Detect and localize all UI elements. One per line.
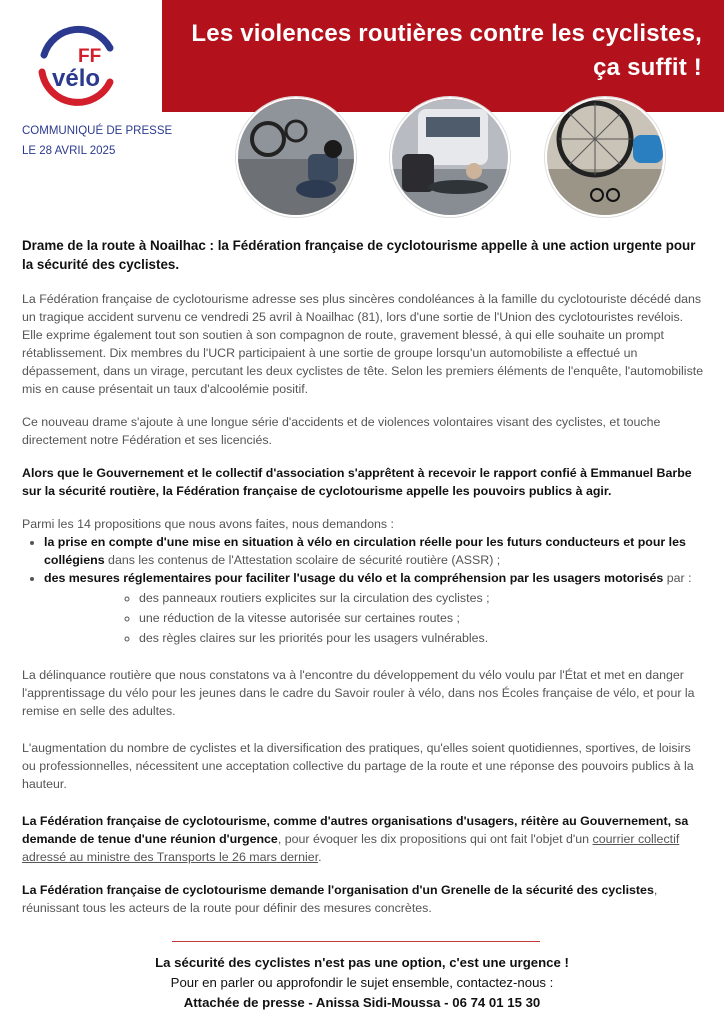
logo-velo-text: vélo	[52, 65, 101, 92]
press-release-body	[22, 236, 705, 932]
title-banner	[162, 0, 724, 112]
list-item-text: dans les contenus de l'Attestation scolaire de sécurité routière (ASSR) ;	[104, 553, 501, 567]
article-headline: Drame de la route à Noailhac : la Fédération française de cyclotourisme appelle à une action urgente pour la sécurité des cyclistes.	[22, 238, 696, 272]
list-item-text: par :	[663, 571, 692, 585]
press-release-info	[22, 121, 172, 161]
footer	[0, 953, 724, 1013]
list-item-bold: des mesures réglementaires pour faciliter l'usage du vélo et la compréhension par les usagers motorisés	[44, 571, 664, 585]
paragraph-condolences: La Fédération française de cyclotourisme adresse ses plus sincères condoléances à la famille du cyclotouriste décédé dans un tragique accident survenu ce vendredi 25 avril à Noailhac (81), lors d'une sortie de l'Union des cyclotouristes revélois. Elle exprime également tout son soutien à son compagnon de route, gravement blessé, à qui elle souhaite un prompt rétablissement. Dix membres du l'UCR participaient à une sortie de groupe lorsqu'un automobiliste a effectué un dépassement, dans un virage, percutant les deux cyclistes de tête. Selon les premiers éléments de l'enquête, l'automobiliste mis en cause présentait un taux d'alcoolémie positif.	[22, 292, 704, 396]
paragraph-urgent-meeting	[22, 812, 705, 866]
urgent-meeting-text: , pour évoquer les dix propositions qui ont fait l'objet d'un	[277, 832, 593, 846]
list-item-bold: la prise en compte d'une mise en situation à vélo en circulation réelle pour les futurs conducteurs et pour les collégiens	[44, 535, 686, 567]
list-item	[44, 569, 705, 648]
sub-list	[44, 588, 705, 648]
logo-ff-text: FF	[78, 46, 102, 67]
proposals-intro: Parmi les 14 propositions que nous avons faites, nous demandons :	[22, 517, 394, 531]
sub-list-item: ◦ des règles claires sur les priorités pour les usagers vulnérables.	[139, 628, 705, 648]
urgent-meeting-end: .	[318, 850, 322, 864]
footer-slogan: La sécurité des cyclistes n'est pas une option, c'est une urgence !	[155, 955, 569, 970]
list-item	[44, 533, 705, 569]
accident-cyclist-photo	[236, 97, 356, 217]
injured-cyclist-car-photo	[390, 97, 510, 217]
paragraph-cyclist-growth: L'augmentation du nombre de cyclistes et la diversification des pratiques, qu'elles soient quotidiennes, sportives, de loisirs ou professionnelles, nécessitent une acceptation collective du partage de la route et une réponse des pouvoirs publics à la hauteur.	[22, 741, 694, 791]
sub-list-item: ◦ une réduction de la vitesse autorisée sur certaines routes ;	[139, 608, 705, 628]
sub-list-item: ◦ des panneaux routiers explicites sur la circulation des cyclistes ;	[139, 588, 705, 608]
ffvelo-logo	[32, 20, 122, 110]
collective-letter-link[interactable]: courrier collectif adressé au ministre des Transports le 26 mars dernier	[22, 832, 680, 864]
paragraph-new-drama: Ce nouveau drame s'ajoute à une longue série d'accidents et de violences volontaires visant des cyclistes, et touche directement notre Fédération et ses licenciés.	[22, 415, 661, 447]
grenelle-text: , réunissant tous les acteurs de la route pour définir des mesures concrètes.	[22, 883, 658, 915]
page-title-line1: Les violences routières contre les cyclistes,	[191, 20, 702, 47]
press-label: COMMUNIQUÉ DE PRESSE	[22, 125, 173, 137]
grenelle-bold: La Fédération française de cyclotourisme demande l'organisation d'un Grenelle de la sécurité des cyclistes	[22, 883, 654, 897]
paragraph-grenelle	[22, 881, 705, 917]
press-attache-contact: Attachée de presse - Anissa Sidi-Moussa - 06 74 01 15 30	[183, 995, 541, 1010]
footer-divider	[172, 941, 540, 942]
paragraph-road-delinquency: La délinquance routière que nous constatons va à l'encontre du développement du vélo voulu par l'État et met en danger l'apprentissage du vélo pour les jeunes dans le cadre du Savoir rouler à vélo, dans nos Écoles française de vélo, et pour la remise en selle des adultes.	[22, 668, 695, 718]
press-date: LE 28 AVRIL 2025	[22, 145, 116, 157]
page-title-line2: ça suffit !	[593, 54, 702, 81]
proposals-list	[22, 533, 705, 648]
bicycle-wheel-glasses-photo	[545, 97, 665, 217]
paragraph-call-to-action: Alors que le Gouvernement et le collectif d'association s'apprêtent à recevoir le rapport confié à Emmanuel Barbe sur la sécurité routière, la Fédération française de cyclotourisme appelle les pouvoirs publics à agir.	[22, 466, 692, 498]
urgent-meeting-bold: La Fédération française de cyclotourisme, comme d'autres organisations d'usagers, réitère au Gouvernement, sa demande de tenue d'une réunion d'urgence	[22, 814, 689, 846]
footer-contact-invite: Pour en parler ou approfondir le sujet ensemble, contactez-nous :	[170, 975, 554, 990]
